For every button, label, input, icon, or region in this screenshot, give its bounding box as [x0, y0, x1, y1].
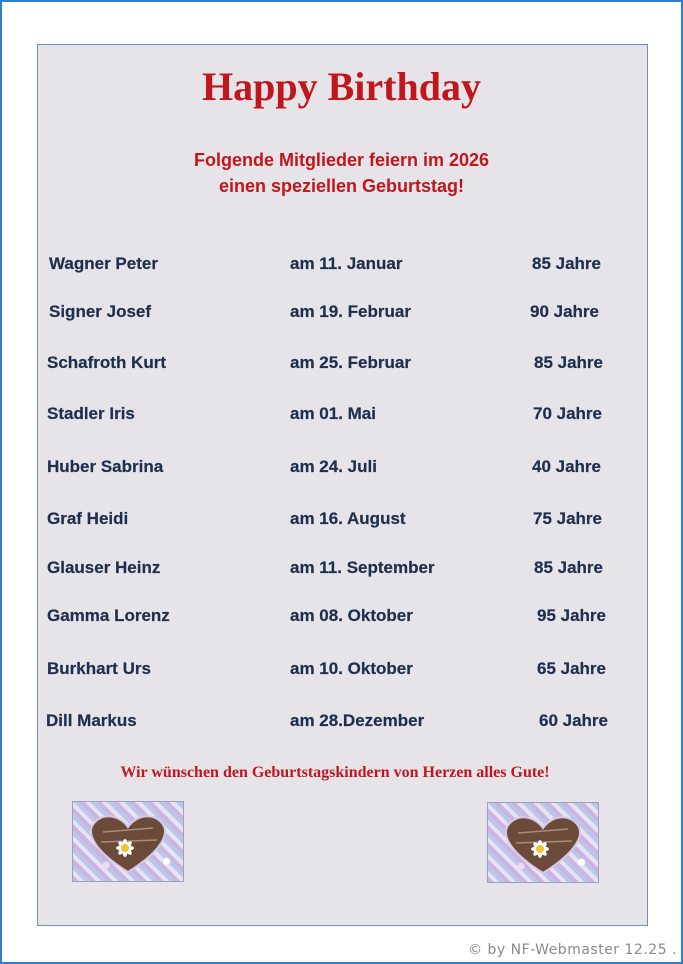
member-age: 65 Jahre — [537, 659, 606, 678]
member-date: am 11. Januar — [290, 254, 403, 273]
member-name: Gamma Lorenz — [47, 606, 170, 625]
member-date: am 28.Dezember — [290, 711, 425, 730]
member-name: Stadler Iris — [47, 404, 135, 423]
member-date: am 11. September — [290, 558, 435, 577]
member-age: 85 Jahre — [532, 254, 601, 273]
member-date: am 25. Februar — [290, 353, 411, 372]
member-date: am 24. Juli — [290, 457, 377, 476]
member-name: Signer Josef — [49, 302, 152, 321]
member-name: Huber Sabrina — [47, 457, 164, 476]
member-age: 85 Jahre — [534, 558, 603, 577]
member-name: Burkhart Urs — [47, 659, 151, 678]
member-date: am 19. Februar — [290, 302, 411, 321]
member-age: 85 Jahre — [534, 353, 603, 372]
member-age: 70 Jahre — [533, 404, 602, 423]
subtitle-line-2: einen speziellen Geburtstag! — [218, 176, 465, 196]
heart-daisy-image-right — [487, 802, 599, 883]
member-date: am 01. Mai — [290, 404, 376, 423]
subtitle-line-1: Folgende Mitglieder feiern im 2026 — [193, 150, 490, 170]
member-name: Dill Markus — [46, 711, 137, 730]
member-age: 75 Jahre — [533, 509, 602, 528]
member-age: 60 Jahre — [539, 711, 608, 730]
member-name: Schafroth Kurt — [47, 353, 166, 372]
copyright-text: © by NF-Webmaster 12.25 . — [468, 942, 677, 958]
member-date: am 10. Oktober — [290, 659, 413, 678]
member-age: 90 Jahre — [530, 302, 599, 321]
wish-text: Wir wünschen den Geburtstagskindern von Herzen alles Gute! — [120, 764, 550, 781]
heart-daisy-image-left — [72, 801, 184, 882]
page-title: Happy Birthday — [202, 64, 481, 109]
member-date: am 08. Oktober — [290, 606, 413, 625]
member-name: Wagner Peter — [49, 254, 158, 273]
member-age: 95 Jahre — [537, 606, 606, 625]
member-name: Glauser Heinz — [47, 558, 161, 577]
member-name: Graf Heidi — [47, 509, 129, 528]
member-age: 40 Jahre — [532, 457, 601, 476]
member-date: am 16. August — [290, 509, 406, 528]
